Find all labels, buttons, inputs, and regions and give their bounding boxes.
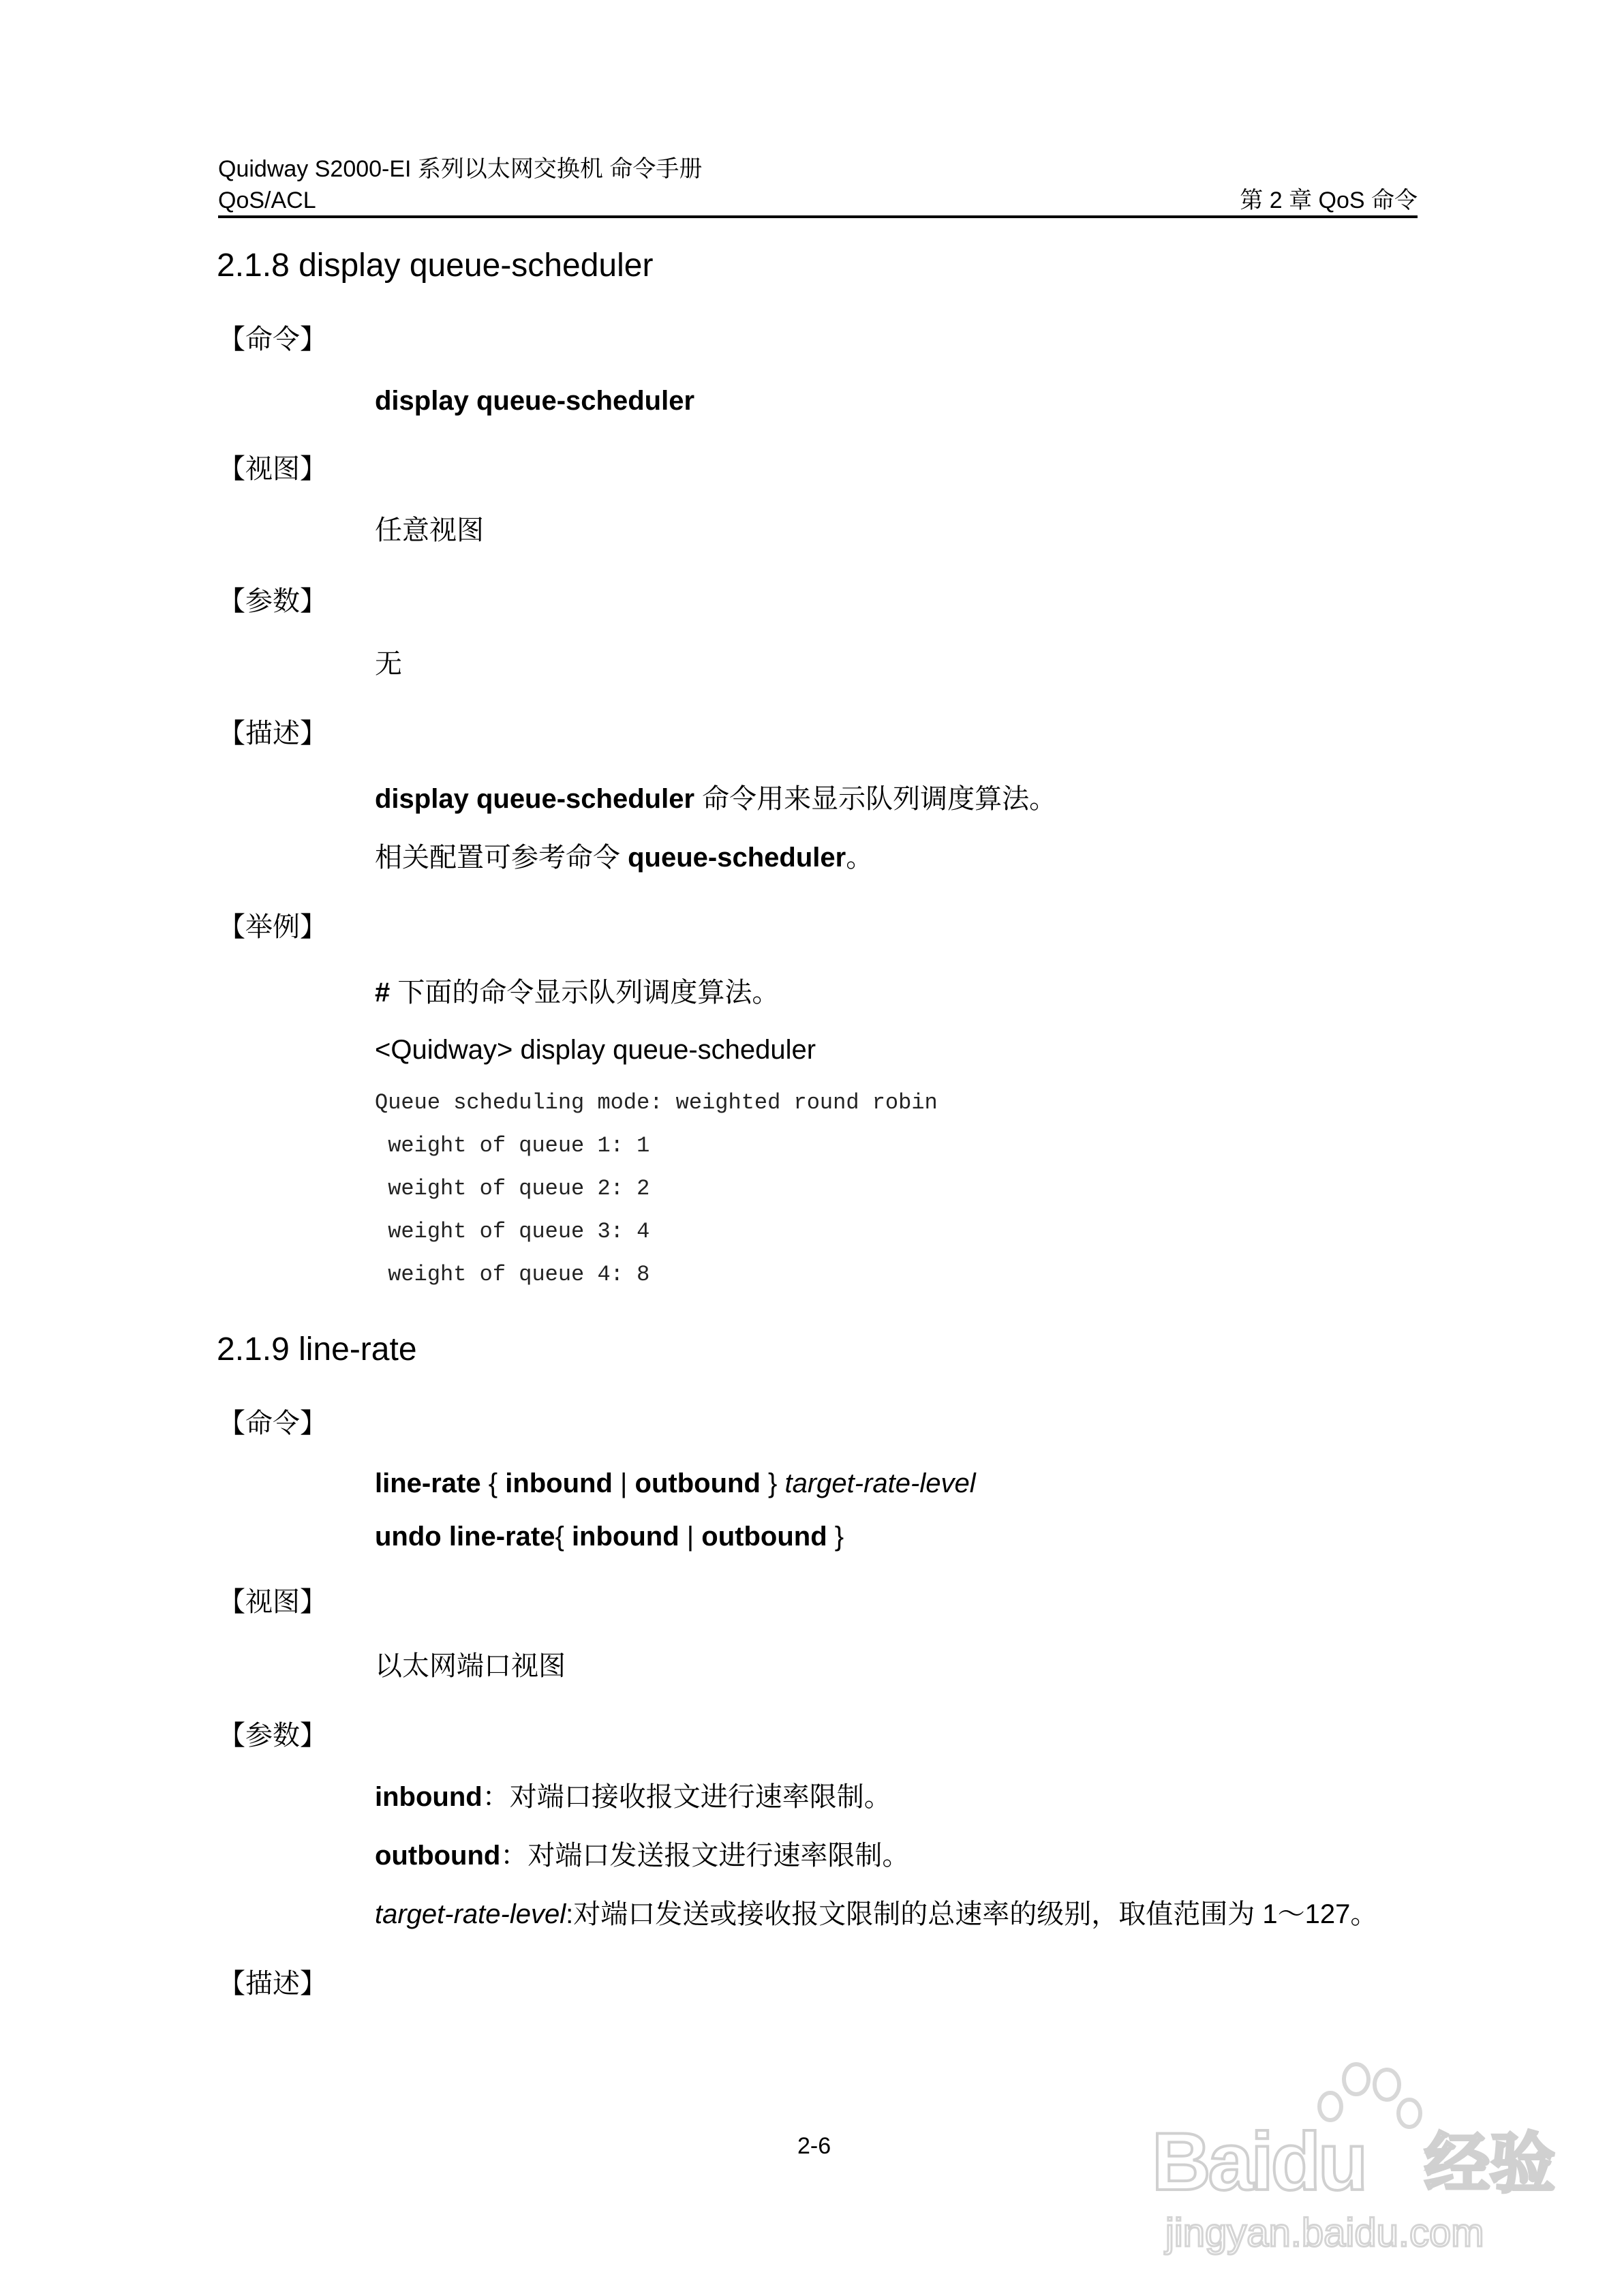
section-title-219: 2.1.9 line-rate	[217, 1331, 417, 1368]
header-product: Quidway S2000-EI 系列以太网交换机 命令手册	[218, 156, 703, 182]
example-prompt: <Quidway> display queue-scheduler	[375, 1035, 816, 1065]
view-text: 以太网端口视图	[375, 1651, 566, 1681]
watermark-url: jingyan.baidu.com	[1165, 2211, 1484, 2255]
param-outbound	[375, 1839, 909, 1872]
command-syntax: display queue-scheduler	[375, 386, 695, 416]
param-desc: ：对端口接收报文进行速率限制。	[482, 1782, 891, 1812]
output-line: weight of queue 4: 8	[375, 1262, 650, 1287]
header-section: QoS/ACL	[218, 187, 316, 213]
label-params: 【参数】	[218, 1721, 327, 1751]
cmd-inbound: inbound	[571, 1522, 679, 1552]
command-syntax-1	[375, 1467, 976, 1500]
label-view: 【视图】	[218, 1587, 327, 1617]
param-name: target-rate-level	[375, 1899, 566, 1929]
header-chapter: 第 2 章 QoS 命令	[1240, 187, 1418, 213]
header-rule	[218, 215, 1418, 218]
view-text: 任意视图	[375, 515, 484, 545]
label-example: 【举例】	[218, 912, 327, 942]
cmd-separator: |	[612, 1468, 635, 1498]
label-description: 【描述】	[218, 719, 327, 749]
watermark-brand	[1152, 2117, 1365, 2206]
example-hash: #	[375, 978, 391, 1008]
label-description: 【描述】	[218, 1969, 327, 1999]
label-params: 【参数】	[218, 586, 327, 616]
cmd-outbound: outbound	[634, 1468, 761, 1498]
output-line: Queue scheduling mode: weighted round robin	[375, 1090, 938, 1115]
cmd-argument: target-rate-level	[784, 1468, 976, 1498]
cmd-keyword: line-rate	[375, 1468, 481, 1498]
param-name: inbound	[375, 1782, 483, 1812]
param-desc: ：对端口发送报文进行速率限制。	[500, 1841, 910, 1871]
param-desc: :对端口发送或接收报文限制的总速率的级别，取值范围为 1～127。	[566, 1899, 1378, 1929]
cmd-separator: |	[679, 1522, 702, 1552]
description-line-1	[375, 783, 1056, 815]
label-command: 【命令】	[218, 1408, 327, 1438]
baidu-jingyan-watermark	[1152, 2059, 1574, 2263]
example-comment-text: 下面的命令显示队列调度算法。	[390, 978, 780, 1008]
related-command: queue-scheduler	[628, 843, 846, 873]
section-title-218: 2.1.8 display queue-scheduler	[217, 247, 654, 284]
param-inbound	[375, 1781, 891, 1813]
watermark-brand-bai: Bai	[1152, 2116, 1271, 2207]
param-name: outbound	[375, 1841, 501, 1871]
command-syntax-2	[375, 1520, 844, 1553]
output-line: weight of queue 2: 2	[375, 1176, 650, 1201]
cmd-outbound: outbound	[701, 1522, 827, 1552]
cmd-brace: {	[555, 1522, 572, 1552]
description-command: display queue-scheduler	[375, 784, 695, 814]
related-text: 相关配置可参考命令	[375, 843, 628, 873]
cmd-brace: {	[480, 1468, 506, 1498]
label-view: 【视图】	[218, 454, 327, 484]
output-line: weight of queue 3: 4	[375, 1219, 650, 1244]
cmd-inbound: inbound	[505, 1468, 613, 1498]
example-comment	[375, 976, 779, 1009]
param-target-rate-level	[375, 1898, 1377, 1931]
cmd-keyword: undo line-rate	[375, 1522, 555, 1552]
cmd-brace: }	[827, 1522, 844, 1552]
label-command: 【命令】	[218, 324, 327, 354]
description-text: 命令用来显示队列调度算法。	[694, 784, 1057, 814]
description-line-2	[375, 841, 873, 874]
page-number: 2-6	[797, 2133, 831, 2159]
params-text: 无	[375, 649, 402, 679]
related-end: 。	[846, 843, 874, 873]
cmd-brace: }	[760, 1468, 785, 1498]
output-line: weight of queue 1: 1	[375, 1133, 650, 1158]
watermark-brand-du: du	[1270, 2116, 1366, 2207]
watermark-product: 经验	[1424, 2128, 1555, 2201]
